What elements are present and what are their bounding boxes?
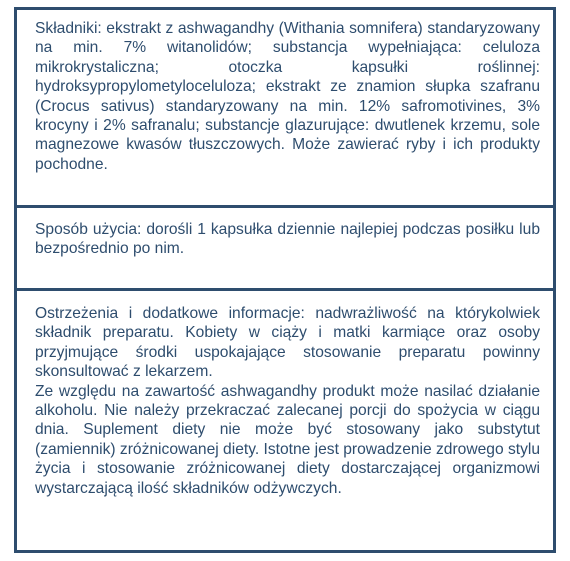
usage-text: Sposób użycia: dorośli 1 kapsułka dziennie najlepiej podczas posiłku lub bezpośrednio po nim.: [35, 221, 540, 258]
supplement-label-panel: [14, 7, 556, 553]
warnings-paragraph: Ze względu na zawartość ashwagandhy produkt może nasilać działanie alkoholu. Nie należy przekraczać zalecanej porcji do spożycia w ciągu dnia. Suplement diety nie może być stosowany jako substytut (zamiennik) zróżnicowanej diety. Istotne jest prowadzenie zdrowego stylu życia i stosowanie zróżnicowanej diety dostarczającej organizmowi wystarczającą ilość składników odżywczych.: [35, 382, 541, 497]
warnings-section: [17, 291, 553, 550]
ingredients-text: Składniki: ekstrakt z ashwagandhy (Withania somnifera) standaryzowany na min. 7% witanolidów; substancja wypełniająca: celuloza mikrokrystaliczna; otoczka kapsułki roślinnej: hydroksypropylometyloceluloza; ekstrakt ze znamion słupka szafranu (Crocus sativus) standaryzowany na min. 12% safromotivines, 3% krocyny i 2% safranalu; substancje glazurujące: dwutlenek krzemu, sole magnezowe kwasów tłuszczowych. Może zawierać ryby i ich produkty pochodne.: [35, 20, 540, 173]
warnings-paragraph: Ostrzeżenia i dodatkowe informacje: nadwrażliwość na którykolwiek składnik preparatu. Kobiety w ciąży i matki karmiące oraz osoby przyjmujące środki uspokajające stosowanie preparatu powinny skonsultować z lekarzem.: [35, 305, 540, 381]
ingredients-section: [17, 10, 553, 205]
usage-section: [17, 208, 553, 288]
